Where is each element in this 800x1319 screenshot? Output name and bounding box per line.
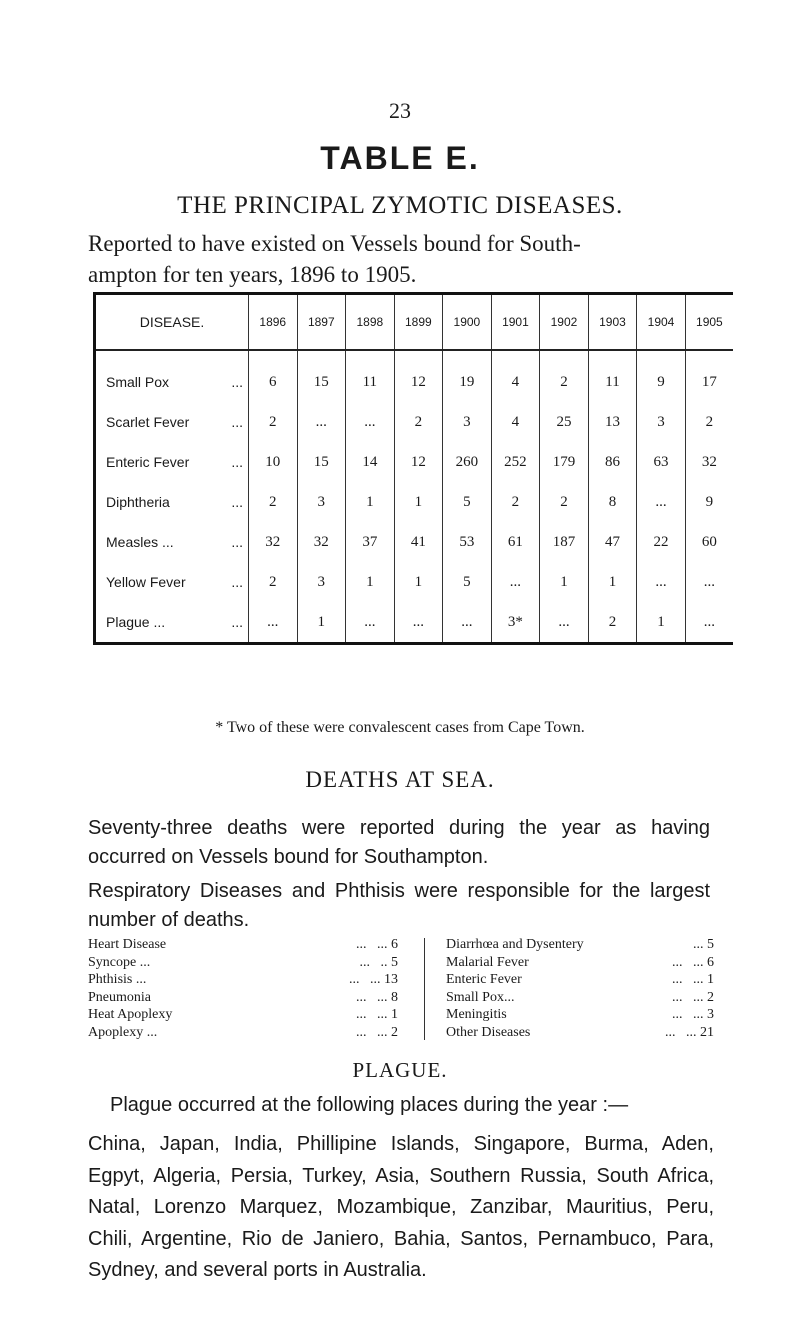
case-count-cell: 60 [685,522,733,562]
case-count-cell: 1 [297,602,346,644]
case-count-cell: 6 [249,350,298,402]
case-count-cell: ... [297,402,346,442]
death-cause-name: Enteric Fever [446,972,522,987]
death-cause-row [88,1006,398,1024]
year-header: 1897 [297,294,346,351]
case-count-cell: ... [540,602,589,644]
case-count-cell: 2 [685,402,733,442]
case-count-cell: 47 [588,522,637,562]
case-count-cell: 32 [685,442,733,482]
death-count: ... ... 21 [665,1024,714,1040]
death-count: ... ... 8 [356,989,398,1005]
death-cause-row [88,936,398,954]
table-caption [88,228,708,290]
case-count-cell: 5 [443,562,492,602]
case-count-cell: 37 [346,522,395,562]
case-count-cell: 3 [297,482,346,522]
death-count: ... 5 [693,937,714,952]
table-row [95,350,734,402]
case-count-cell: ... [394,602,443,644]
death-cause-name: Heart Disease [88,937,167,952]
case-count-cell: 12 [394,350,443,402]
year-header: 1902 [540,294,589,351]
case-count-cell: 179 [540,442,589,482]
case-count-cell: 2 [249,482,298,522]
case-count-cell: 14 [346,442,395,482]
case-count-cell: 9 [637,350,686,402]
deaths-list-left [88,936,398,1041]
disease-name-cell [95,442,249,482]
case-count-cell: ... [346,602,395,644]
case-count-cell: 252 [491,442,540,482]
caption-line-2: ampton for ten years, 1896 to 1905. [88,262,417,287]
case-count-cell: 9 [685,482,733,522]
case-count-cell: 17 [685,350,733,402]
disease-name-cell [95,602,249,644]
death-cause-row [446,1024,714,1042]
subtitle: THE PRINCIPAL ZYMOTIC DISEASES. [177,192,623,219]
death-cause-name: Heat Apoplexy [88,1007,173,1022]
leader-dots: ... [231,454,243,470]
case-count-cell: 53 [443,522,492,562]
death-cause-name: Malarial Fever [446,954,529,970]
case-count-cell: 25 [540,402,589,442]
death-cause-row [446,1006,714,1024]
disease-name: Scarlet Fever [106,414,190,430]
disease-name: Yellow Fever [106,574,186,590]
table-row [95,562,734,602]
case-count-cell: 2 [540,482,589,522]
case-count-cell: ... [685,602,733,644]
case-count-cell: 3 [443,402,492,442]
disease-name-cell [95,482,249,522]
case-count-cell: ... [637,482,686,522]
disease-name-cell [95,402,249,442]
year-header: 1905 [685,294,733,351]
disease-name-cell [95,522,249,562]
disease-name-cell [95,350,249,402]
disease-name: Plague ... [106,614,166,630]
case-count-cell: 2 [540,350,589,402]
caption-line-1: Reported to have existed on Vessels bound for South- [88,231,581,256]
case-count-cell: 19 [443,350,492,402]
death-cause-row [88,954,398,972]
case-count-cell: 1 [588,562,637,602]
table-row [95,522,734,562]
case-count-cell: 15 [297,442,346,482]
plague-heading: PLAGUE. [352,1058,448,1082]
year-header: 1901 [491,294,540,351]
death-count: ... ... 6 [672,954,714,970]
case-count-cell: 32 [249,522,298,562]
disease-name: Measles ... [106,534,174,550]
page-number: 23 [389,98,411,123]
case-count-cell: 1 [540,562,589,602]
year-header: 1903 [588,294,637,351]
leader-dots: ... [231,374,243,390]
case-count-cell: 2 [394,402,443,442]
death-cause-row [446,989,714,1007]
death-cause-row [446,954,714,972]
case-count-cell: ... [249,602,298,644]
case-count-cell: 41 [394,522,443,562]
column-divider [424,938,425,1040]
case-count-cell: ... [443,602,492,644]
leader-dots: ... [231,574,243,590]
disease-column-header: DISEASE. [95,294,249,351]
death-cause-row [88,1024,398,1042]
death-cause-row [88,989,398,1007]
case-count-cell: 4 [491,402,540,442]
case-count-cell: 1 [394,562,443,602]
death-count: ... ... 2 [356,1024,398,1040]
case-count-cell: 86 [588,442,637,482]
table-row [95,602,734,644]
death-cause-row [446,936,714,954]
disease-name: Diphtheria [106,494,170,510]
year-header: 1898 [346,294,395,351]
deaths-at-sea-heading: DEATHS AT SEA. [305,767,495,792]
year-header: 1900 [443,294,492,351]
case-count-cell: ... [491,562,540,602]
case-count-cell: ... [346,402,395,442]
death-cause-name: Phthisis ... [88,972,147,987]
case-count-cell: 8 [588,482,637,522]
deaths-paragraph-1: Seventy-three deaths were reported during the year as having occurred on Vessels bound for Southampton. [88,817,710,868]
death-cause-name: Apoplexy ... [88,1024,158,1040]
death-count: ... ... 1 [672,972,714,987]
table-row [95,402,734,442]
case-count-cell: 63 [637,442,686,482]
case-count-cell: 2 [249,562,298,602]
case-count-cell: 1 [394,482,443,522]
deaths-paragraph-2: Respiratory Diseases and Phthisis were responsible for the largest number of deaths. [88,880,710,931]
case-count-cell: 11 [346,350,395,402]
leader-dots: ... [231,494,243,510]
case-count-cell: 3 [637,402,686,442]
disease-name-cell [95,562,249,602]
case-count-cell: 1 [637,602,686,644]
leader-dots: ... [231,534,243,550]
death-count: ... ... 1 [356,1007,398,1022]
year-header: 1896 [249,294,298,351]
table-footnote: * Two of these were convalescent cases from Cape Town. [215,719,585,736]
deaths-list-right [446,936,714,1041]
case-count-cell: 13 [588,402,637,442]
year-header: 1899 [394,294,443,351]
case-count-cell: 1 [346,562,395,602]
case-count-cell: 22 [637,522,686,562]
zymotic-diseases-table [93,292,733,645]
death-cause-name: Small Pox... [446,989,515,1005]
case-count-cell: 10 [249,442,298,482]
case-count-cell: ... [685,562,733,602]
case-count-cell: 12 [394,442,443,482]
case-count-cell: 1 [346,482,395,522]
year-header: 1904 [637,294,686,351]
disease-name: Enteric Fever [106,454,190,470]
leader-dots: ... [231,414,243,430]
death-cause-row [88,971,398,989]
plague-intro: Plague occurred at the following places during the year :— [110,1094,629,1116]
disease-name: Small Pox [106,374,170,390]
death-count: ... ... 2 [672,989,714,1005]
case-count-cell: 187 [540,522,589,562]
table-row [95,482,734,522]
case-count-cell: 15 [297,350,346,402]
plague-places: China, Japan, India, Phillipine Islands, Singapore, Burma, Aden, Egpyt, Algeria, Persia, Turkey, Asia, Southern Russia, South Africa, Natal, Lorenzo Marquez, Mozambique, Zanzibar, Mauritius, Peru, Chili, Argentine, Rio de Janiero, Bahia, Santos, Pernambuco, Para, Sydney, and several ports in Australia. [88,1133,714,1281]
case-count-cell: 32 [297,522,346,562]
death-cause-name: Meningitis [446,1007,507,1022]
table-title: TABLE E. [320,140,480,176]
table-row [95,442,734,482]
case-count-cell: 2 [249,402,298,442]
case-count-cell: 11 [588,350,637,402]
death-cause-name: Other Diseases [446,1024,531,1040]
death-cause-name: Diarrhœa and Dysentery [446,937,584,952]
death-cause-name: Pneumonia [88,989,151,1005]
case-count-cell: 2 [491,482,540,522]
case-count-cell: ... [637,562,686,602]
death-count: ... ... 6 [356,937,398,952]
case-count-cell: 4 [491,350,540,402]
case-count-cell: 3* [491,602,540,644]
death-cause-name: Syncope ... [88,954,151,970]
death-count: ... ... 3 [672,1007,714,1022]
death-count: ... ... 13 [349,972,398,987]
case-count-cell: 260 [443,442,492,482]
table-header-row [95,294,734,351]
death-cause-row [446,971,714,989]
leader-dots: ... [231,614,243,630]
case-count-cell: 5 [443,482,492,522]
case-count-cell: 61 [491,522,540,562]
death-count: ... .. 5 [359,954,398,970]
case-count-cell: 2 [588,602,637,644]
case-count-cell: 3 [297,562,346,602]
